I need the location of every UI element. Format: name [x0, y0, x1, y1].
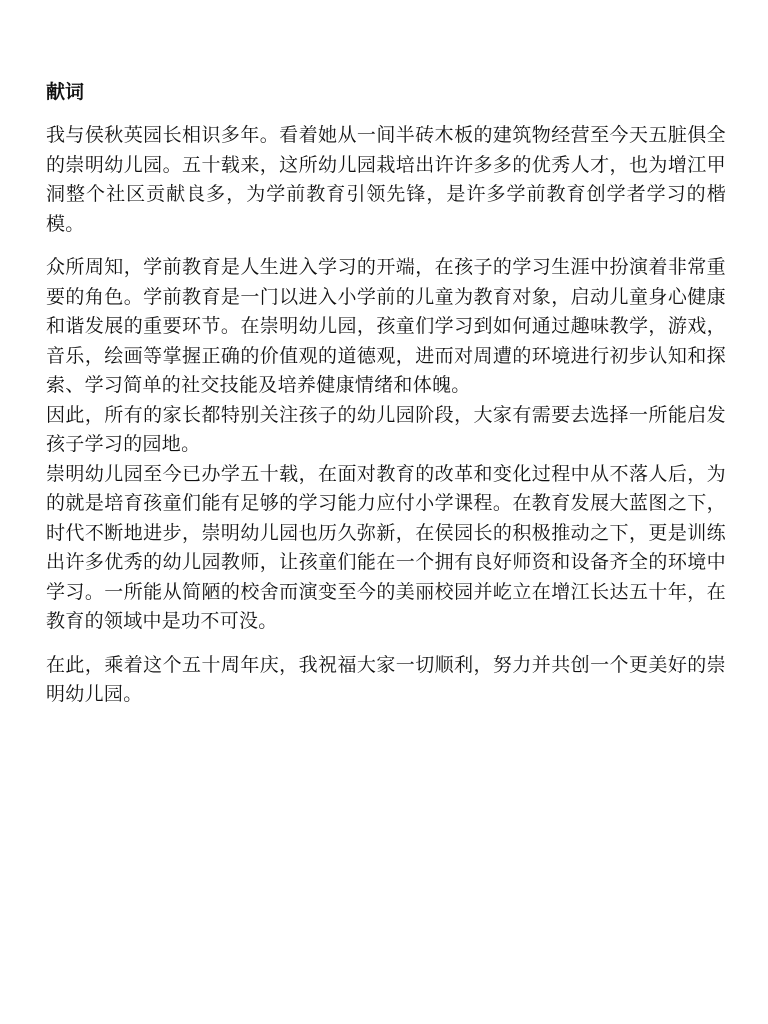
paragraph-4: 崇明幼儿园至今已办学五十载，在面对教育的改革和变化过程中从不落人后，为的就是培育孩童们能有足够的学习能力应付小学课程。在教育发展大蓝图之下，时代不断地进步，崇明幼儿园也历久弥新，在侯园长的积极推动之下，更是训练出许多优秀的幼儿园教师，让孩童们能在一个拥有良好师资和设备齐全的环境中学习。一所能从简陋的校舍而演变至今的美丽校园并屹立在增江长达五十年，在教育的领域中是功不可没。	[46, 462, 726, 632]
document-title: 献词	[46, 81, 85, 103]
paragraph-2: 众所周知，学前教育是人生进入学习的开端，在孩子的学习生涯中扮演着非常重要的角色。学前教育是一门以进入小学前的儿童为教育对象，启动儿童身心健康和谐发展的重要环节。在崇明幼儿园，孩童们学习到如何通过趣味教学，游戏，音乐，绘画等掌握正确的价值观的道德观，进而对周遭的环境进行初步认知和探索、学习简单的社交技能及培养健康情绪和体魄。	[46, 256, 726, 396]
document-page	[46, 78, 726, 710]
paragraph-3: 因此，所有的家长都特别关注孩子的幼儿园阶段，大家有需要去选择一所能启发孩子学习的园地。	[46, 403, 726, 455]
paragraph-1: 我与侯秋英园长相识多年。看着她从一间半砖木板的建筑物经营至今天五脏俱全的崇明幼儿园。五十载来，这所幼儿园栽培出许许多多的优秀人才，也为增江甲洞整个社区贡献良多，为学前教育引领先锋，是许多学前教育创学者学习的楷模。	[46, 124, 726, 235]
paragraph-5: 在此，乘着这个五十周年庆，我祝福大家一切顺利，努力并共创一个更美好的崇明幼儿园。	[46, 653, 726, 705]
